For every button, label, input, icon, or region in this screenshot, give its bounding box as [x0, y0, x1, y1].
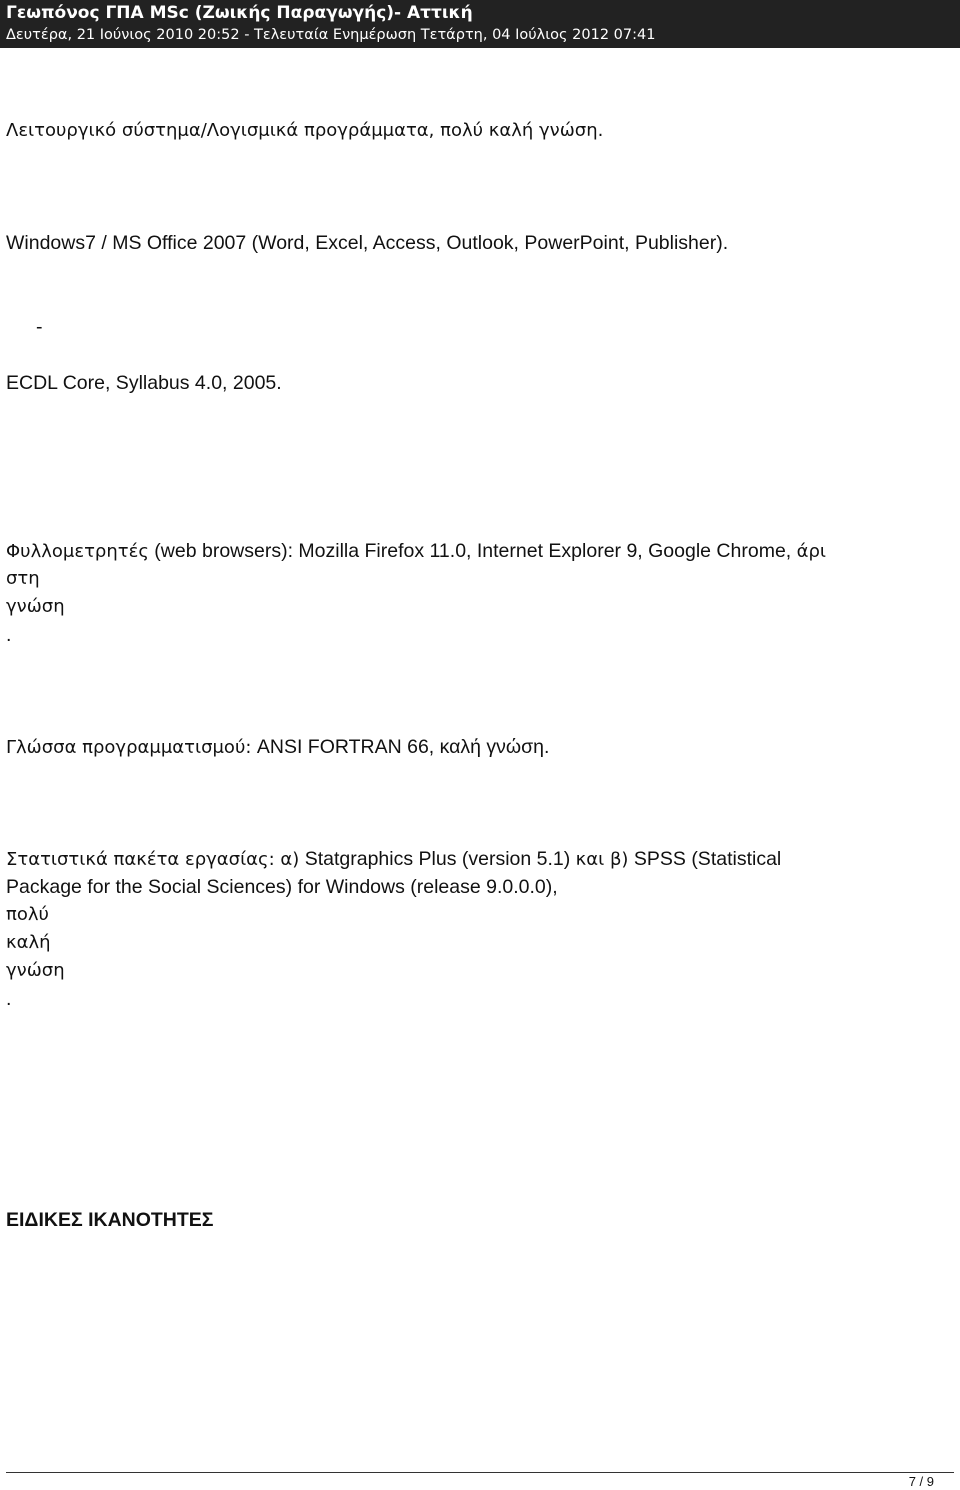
- stats-line-1: [6, 845, 781, 874]
- browsers-tail: άρι: [796, 541, 827, 562]
- stats-mid3: SPSS (Statistical: [628, 848, 782, 870]
- page-subtitle: Δευτέρα, 21 Ιούνιος 2010 20:52 - Τελευταία Ενημέρωση Τετάρτη, 04 Ιούλιος 2012 07:41: [6, 27, 656, 43]
- browsers-word2: στη: [6, 568, 40, 589]
- stats-word1: πολύ: [6, 904, 49, 925]
- stats-word2: καλή: [6, 932, 51, 953]
- ecdl-line: ECDL Core, Syllabus 4.0, 2005.: [6, 372, 282, 394]
- language-text: ANSI FORTRAN 66, καλή γνώση.: [251, 736, 550, 758]
- windows-line: Windows7 / MS Office 2007 (Word, Excel, Access, Outlook, PowerPoint, Publisher).: [6, 232, 729, 254]
- page-header: [0, 0, 960, 48]
- browsers-line: [6, 537, 826, 566]
- page-number: 7 / 9: [908, 1474, 934, 1489]
- footer-divider: [6, 1472, 954, 1473]
- stats-word3: γνώση: [6, 960, 65, 981]
- stats-end: .: [6, 988, 12, 1010]
- stats-prefix: Στατιστικά πακέτα εργασίας: α): [6, 849, 300, 870]
- section-heading: ΕΙΔΙΚΕΣ ΙΚΑΝΟΤΗΤΕΣ: [6, 1209, 214, 1231]
- stats-line-2: Package for the Social Sciences) for Windows (release 9.0.0.0),: [6, 876, 558, 898]
- stats-mid1: Statgraphics Plus (version 5.1): [299, 848, 576, 870]
- page-title: Γεωπόνος ΓΠΑ MSc (Ζωικής Παραγωγής)- Αττική: [6, 3, 473, 23]
- language-prefix: Γλώσσα προγραμματισμού:: [6, 737, 252, 758]
- browsers-end: .: [6, 624, 12, 646]
- browsers-prefix: Φυλλομετρητές: [6, 541, 149, 562]
- stats-mid2: και β): [575, 849, 629, 870]
- language-line: [6, 733, 549, 762]
- browsers-text: (web browsers): Mozilla Firefox 11.0, Internet Explorer 9, Google Chrome,: [148, 540, 797, 562]
- browsers-word3: γνώση: [6, 596, 65, 617]
- dash: -: [36, 316, 43, 338]
- os-line: Λειτουργικό σύστημα/Λογισμικά προγράμματα, πολύ καλή γνώση.: [6, 120, 604, 141]
